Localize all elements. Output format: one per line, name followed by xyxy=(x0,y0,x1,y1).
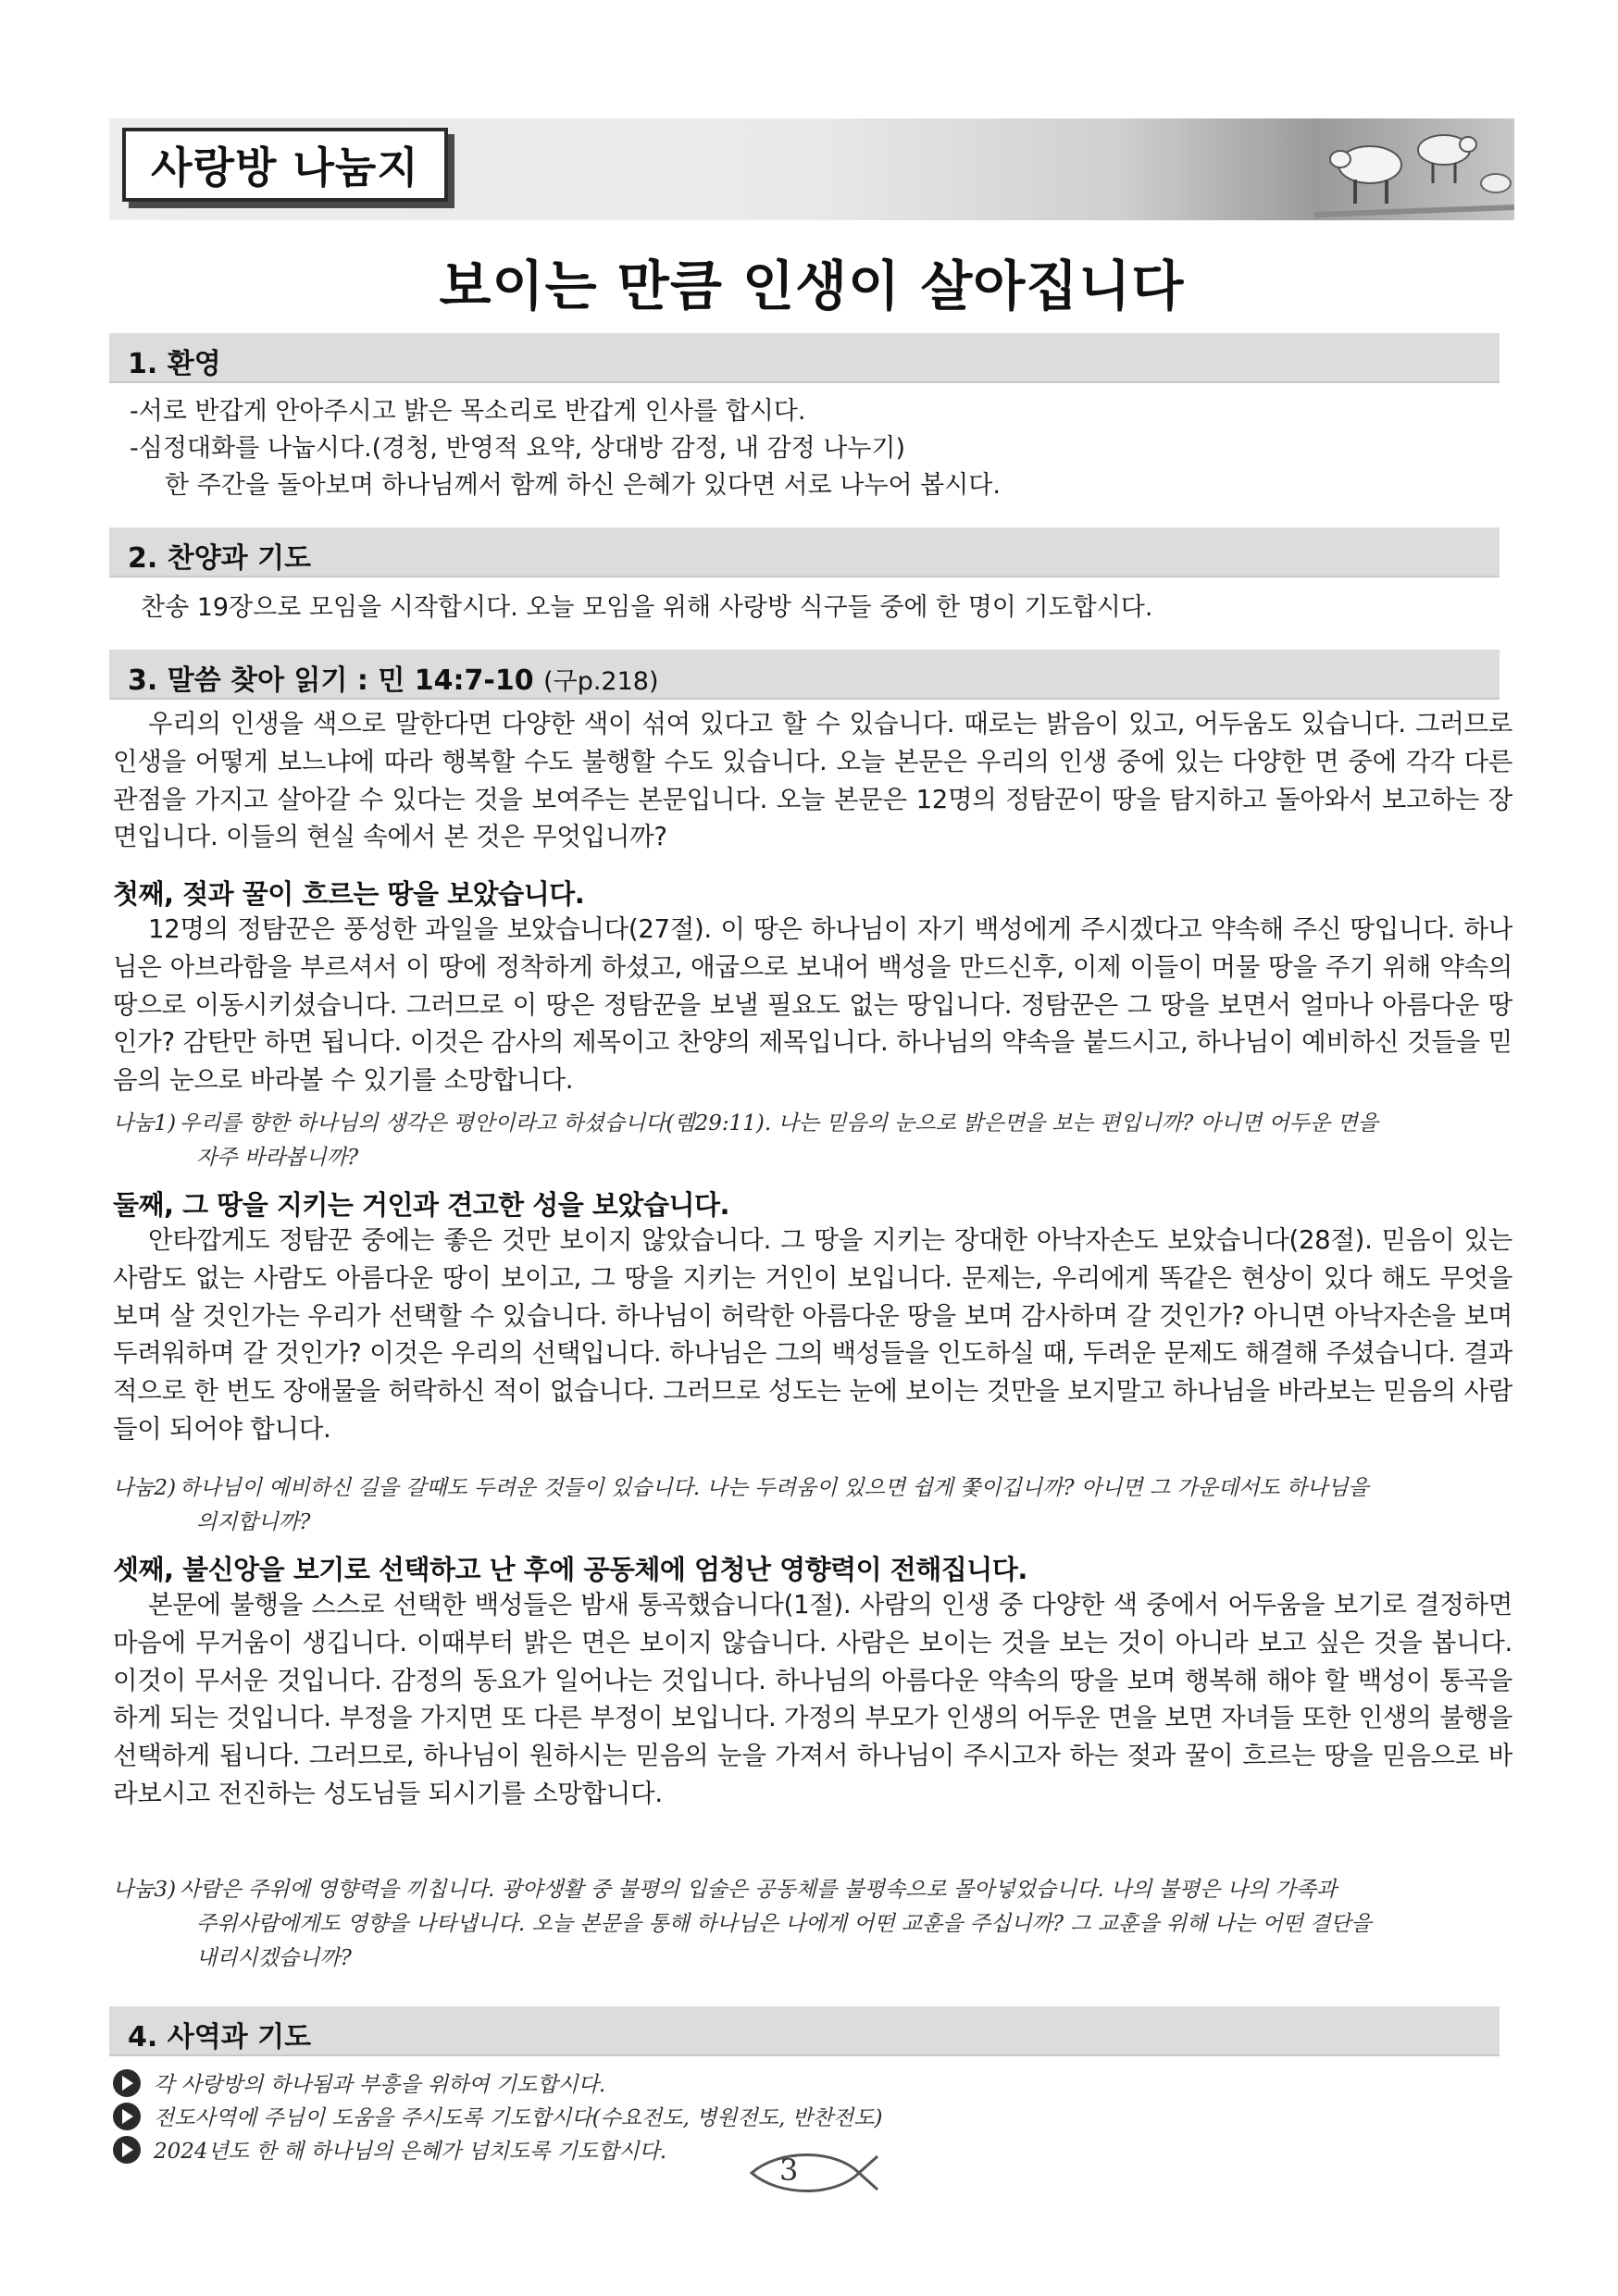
prayer-item xyxy=(113,2101,882,2131)
section-4-bar xyxy=(109,2006,1500,2056)
prayer-item-text: 각 사랑방의 하나됨과 부흥을 위하여 기도합시다. xyxy=(154,2073,606,2097)
page-number: 3 xyxy=(779,2153,799,2188)
share-1-line-2: 자주 바라봅니까? xyxy=(196,1146,359,1170)
page-title: 보이는 만큼 인생이 살아집니다 xyxy=(439,254,1185,317)
section-3-bar xyxy=(109,650,1500,700)
point-1-title: 첫째, 젖과 꿀이 흐르는 땅을 보았습니다. xyxy=(113,878,585,910)
prayer-item xyxy=(113,2134,666,2165)
arrow-bullet-icon xyxy=(113,2136,141,2164)
share-2-line-1: 하나님이 예비하신 길을 갈때도 두려운 것들이 있습니다. 나는 두려움이 있으면 쉽게 쫓이깁니까? 아니면 그 가운데서도 하나님을 xyxy=(180,1476,1369,1500)
prayer-item xyxy=(113,2067,605,2098)
point-1-text: 12명의 정탐꾼은 풍성한 과일을 보았습니다(27절). 이 땅은 하나님이 자기 백성에게 주시겠다고 약속해 주신 땅입니다. 하나님은 아브라함을 부르셔서 이 땅에 정착하게 하셨고, 애굽으로 보내어 백성을 만드신후, 이제 이들이 머물 땅을 주기 위해 약속의 땅으로 이동시키셨습니다. 그러므로 이 땅은 정탐꾼을 보낼 필요도 없는 땅입니다. 정탐꾼은 그 땅을 보면서 얼마나 아름다운 땅인가? 감탄만 하면 됩니다. 이것은 감사의 제목이고 찬양의 제목입니다. 하나님의 약속을 붙드시고, 하나님이 예비하신 것들을 믿음의 눈으로 바라볼 수 있기를 소망합니다. xyxy=(113,914,1512,1096)
section-2-text: 찬송 19장으로 모임을 시작합시다. 오늘 모임을 위해 사랑방 식구들 중에 한 명이 기도합시다. xyxy=(141,593,1153,622)
section-4-title: 4. 사역과 기도 xyxy=(128,2021,312,2054)
section-3-reference: (구p.218) xyxy=(543,667,659,696)
sheep-photo xyxy=(1314,118,1514,220)
point-3-text: 본문에 불행을 스스로 선택한 백성들은 밤새 통곡했습니다(1절). 사람의 인생 중 다양한 색 중에서 어두움을 보기로 결정하면 마음에 무거움이 생깁니다. 이때부터 밝은 면은 보이지 않습니다. 사람은 보이는 것을 보는 것이 아니라 보고 싶은 것을 봅니다. 이것이 무서운 것입니다. 감정의 동요가 일어나는 것입니다. 하나님의 아름다운 약속의 땅을 보며 행복해 해야 할 백성이 통곡을 하게 되는 것입니다. 부정을 가지면 또 다른 부정이 보입니다. 가정의 부모가 인생의 어두운 면을 보면 자녀들 또한 인생의 불행을 선택하게 됩니다. 그러므로, 하나님이 원하시는 믿음의 눈을 가져서 하나님이 주시고자 하는 젖과 꿀이 흐르는 땅을 믿음으로 바라보시고 전진하는 성도님들 되시기를 소망합니다. xyxy=(113,1590,1512,1808)
share-1-line-1: 우리를 향한 하나님의 생각은 평안이라고 하셨습니다(렘29:11). 나는 믿음의 눈으로 밝은면을 보는 편입니까? 아니면 어두운 면을 xyxy=(180,1111,1378,1136)
share-1 xyxy=(113,1107,1506,1175)
share-3 xyxy=(113,1873,1506,1976)
section-1-title: 1. 환영 xyxy=(128,348,221,380)
arrow-bullet-icon xyxy=(113,2069,141,2097)
point-2-title: 둘째, 그 땅을 지키는 거인과 견고한 성을 보았습니다. xyxy=(113,1189,730,1221)
share-2 xyxy=(113,1471,1506,1540)
share-3-line-3: 내리시겠습니까? xyxy=(196,1946,352,1970)
share-3-line-1: 사람은 주위에 영향력을 끼칩니다. 광야생활 중 불평의 입술은 공동체를 불평속으로 몰아넣었습니다. 나의 불평은 나의 가족과 xyxy=(180,1878,1338,1902)
section-1-line-2: -심정대화를 나눕시다.(경청, 반영적 요약, 상대방 감정, 내 감정 나누기) xyxy=(130,434,906,463)
share-2-line-2: 의지합니까? xyxy=(196,1510,311,1534)
prayer-item-text: 전도사역에 주님이 도움을 주시도록 기도합시다(수요전도, 병원전도, 반찬전도) xyxy=(154,2106,883,2130)
header-title-box: 사랑방 나눔지 xyxy=(122,128,448,202)
point-3-title: 셋째, 불신앙을 보기로 선택하고 난 후에 공동체에 엄청난 영향력이 전해집니다. xyxy=(113,1554,1027,1585)
section-2-title: 2. 찬양과 기도 xyxy=(128,542,312,575)
prayer-item-text: 2024년도 한 해 하나님의 은혜가 넘치도록 기도합시다. xyxy=(154,2140,667,2164)
share-2-label: 나눔2) xyxy=(113,1476,177,1500)
share-3-label: 나눔3) xyxy=(113,1878,177,1902)
share-3-line-2: 주위사람에게도 영향을 나타냅니다. 오늘 본문을 통해 하나님은 나에게 어떤 교훈을 주십니까? 그 교훈을 위해 나는 어떤 결단을 xyxy=(196,1912,1372,1936)
fish-emblem-icon xyxy=(742,2147,881,2199)
share-1-label: 나눔1) xyxy=(113,1111,177,1136)
section-1-line-3: 한 주간을 돌아보며 하나님께서 함께 하신 은혜가 있다면 서로 나누어 봅시다. xyxy=(165,471,1001,500)
arrow-bullet-icon xyxy=(113,2103,141,2130)
section-1-line-1: -서로 반갑게 안아주시고 밝은 목소리로 반갑게 인사를 합시다. xyxy=(130,397,806,426)
section-1-bar xyxy=(109,333,1500,383)
section-3-intro: 우리의 인생을 색으로 말한다면 다양한 색이 섞여 있다고 할 수 있습니다. 때로는 밝음이 있고, 어두움도 있습니다. 그러므로 인생을 어떻게 보느냐에 따라 행복할 수도 불행할 수도 있습니다. 오늘 본문은 우리의 인생 중에 있는 다양한 면 중에 각각 다른 관점을 가지고 살아갈 수 있다는 것을 보여주는 본문입니다. 오늘 본문은 12명의 정탐꾼이 땅을 탐지하고 돌아와서 보고하는 장면입니다. 이들의 현실 속에서 본 것은 무엇입니까? xyxy=(113,709,1512,852)
point-2-text: 안타깝게도 정탐꾼 중에는 좋은 것만 보이지 않았습니다. 그 땅을 지키는 장대한 아낙자손도 보았습니다(28절). 믿음이 있는 사람도 없는 사람도 아름다운 땅이 보이고, 그 땅을 지키는 거인이 보입니다. 문제는, 우리에게 똑같은 현상이 있다 해도 무엇을 보며 살 것인가는 우리가 선택할 수 있습니다. 하나님이 허락한 아름다운 땅을 보며 감사하며 갈 것인가? 아니면 아낙자손을 보며 두려워하며 갈 것인가? 이것은 우리의 선택입니다. 하나님은 그의 백성들을 인도하실 때, 두려운 문제도 해결해 주셨습니다. 결과적으로 한 번도 장애물을 허락하신 적이 없습니다. 그러므로 성도는 눈에 보이는 것만을 보지말고 하나님을 바라보는 믿음의 사람들이 되어야 합니다. xyxy=(113,1225,1512,1444)
section-3-title-wrap xyxy=(128,657,658,698)
section-3-title: 3. 말씀 찾아 읽기 : 민 14:7-10 xyxy=(128,664,534,697)
section-2-bar xyxy=(109,527,1500,577)
